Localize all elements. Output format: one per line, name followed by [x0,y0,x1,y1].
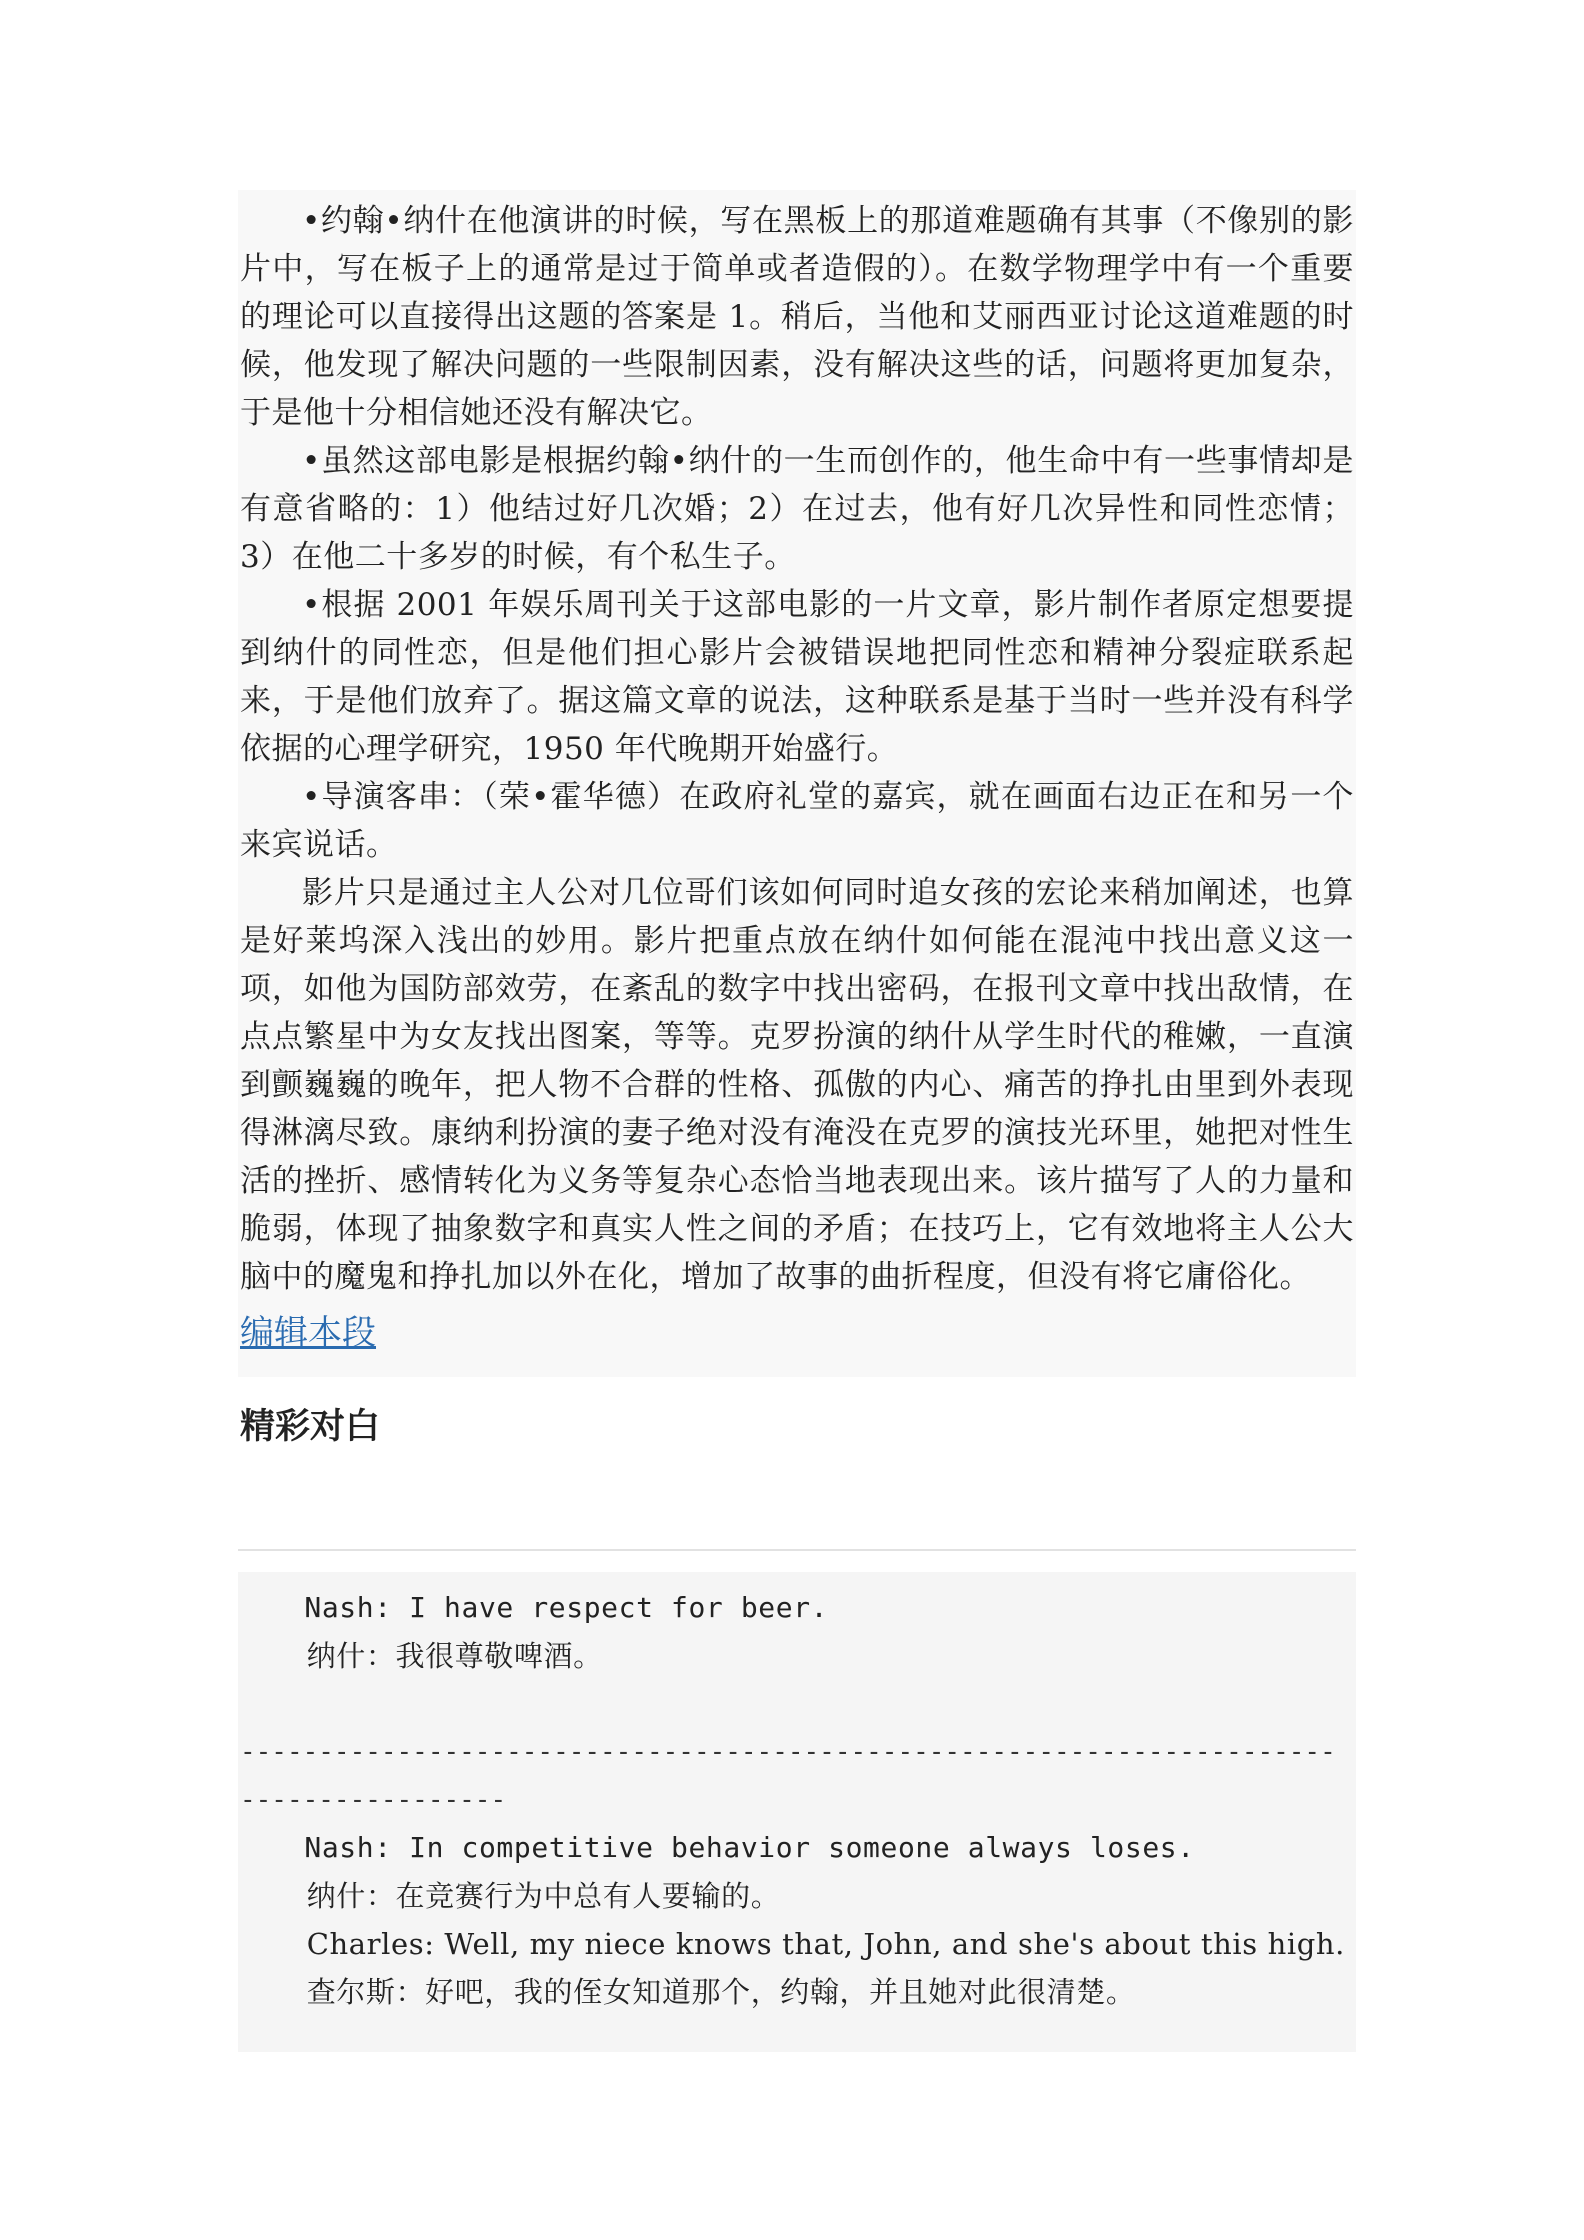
paragraph-entertainment-weekly: •根据 2001 年娱乐周刊关于这部电影的一片文章，影片制作者原定想要提到纳什的同性恋，但是他们担心影片会被错误地把同性恋和精神分裂症联系起来，于是他们放弃了。据这篇文章的说法，这种联系是基于当时一些并没有科学依据的心理学研究，1950 年代晚期开始盛行。 [240,587,1354,767]
dialogue-line-zh: 查尔斯：好吧，我的侄女知道那个，约翰，并且她对此很清楚。 [306,1975,1136,2009]
dialogue-line-en: Charles: Well, my niece knows that, John, and she's about this high. [306,1927,1345,1961]
dashed-divider: --------------------------------------------------------------------------------------- [240,1737,1336,1815]
dialogue-line-zh: 纳什：我很尊敬啤酒。 [306,1639,603,1673]
dialogue-line-en: Nash: In competitive behavior someone always loses. [304,1831,1195,1864]
paragraph-math-problem: •约翰•纳什在他演讲的时候，写在黑板上的那道难题确有其事（不像别的影片中，写在板子上的通常是过于简单或者造假的）。在数学物理学中有一个重要的理论可以直接得出这题的答案是 1。稍后，当他和艾丽西亚讨论这道难题的时候，他发现了解决问题的一些限制因素，没有解决这些的话，问题将更加复杂，于是他十分相信她还没有解决它。 [240,203,1354,431]
dialogue-line-en: Nash: I have respect for beer. [304,1591,829,1624]
edit-section-link[interactable]: 编辑本段 [240,1313,376,1353]
article-body [238,190,1356,1447]
dialogue-line-zh: 纳什：在竞赛行为中总有人要输的。 [306,1879,781,1913]
heading-divider [238,1549,1356,1551]
section-heading-dialogue: 精彩对白 [240,1407,381,1447]
paragraph-omissions: •虽然这部电影是根据约翰•纳什的一生而创作的，他生命中有一些事情却是有意省略的：1）他结过好几次婚；2）在过去，他有好几次异性和同性恋情；3）在他二十多岁的时候，有个私生子。 [240,443,1354,575]
dialogue-block [238,1572,1356,2052]
paragraph-director-cameo: •导演客串：（荣•霍华德）在政府礼堂的嘉宾，就在画面右边正在和另一个来宾说话。 [240,779,1354,863]
paragraph-review: 影片只是通过主人公对几位哥们该如何同时追女孩的宏论来稍加阐述，也算是好莱坞深入浅出的妙用。影片把重点放在纳什如何能在混沌中找出意义这一项，如他为国防部效劳，在紊乱的数字中找出密码，在报刊文章中找出敌情，在点点繁星中为女友找出图案，等等。克罗扮演的纳什从学生时代的稚嫩，一直演到颤巍巍的晚年，把人物不合群的性格、孤傲的内心、痛苦的挣扎由里到外表现得淋漓尽致。康纳利扮演的妻子绝对没有淹没在克罗的演技光环里，她把对性生活的挫折、感情转化为义务等复杂心态恰当地表现出来。该片描写了人的力量和脆弱，体现了抽象数字和真实人性之间的矛盾；在技巧上，它有效地将主人公大脑中的魔鬼和挣扎加以外在化，增加了故事的曲折程度，但没有将它庸俗化。 [240,875,1354,1295]
